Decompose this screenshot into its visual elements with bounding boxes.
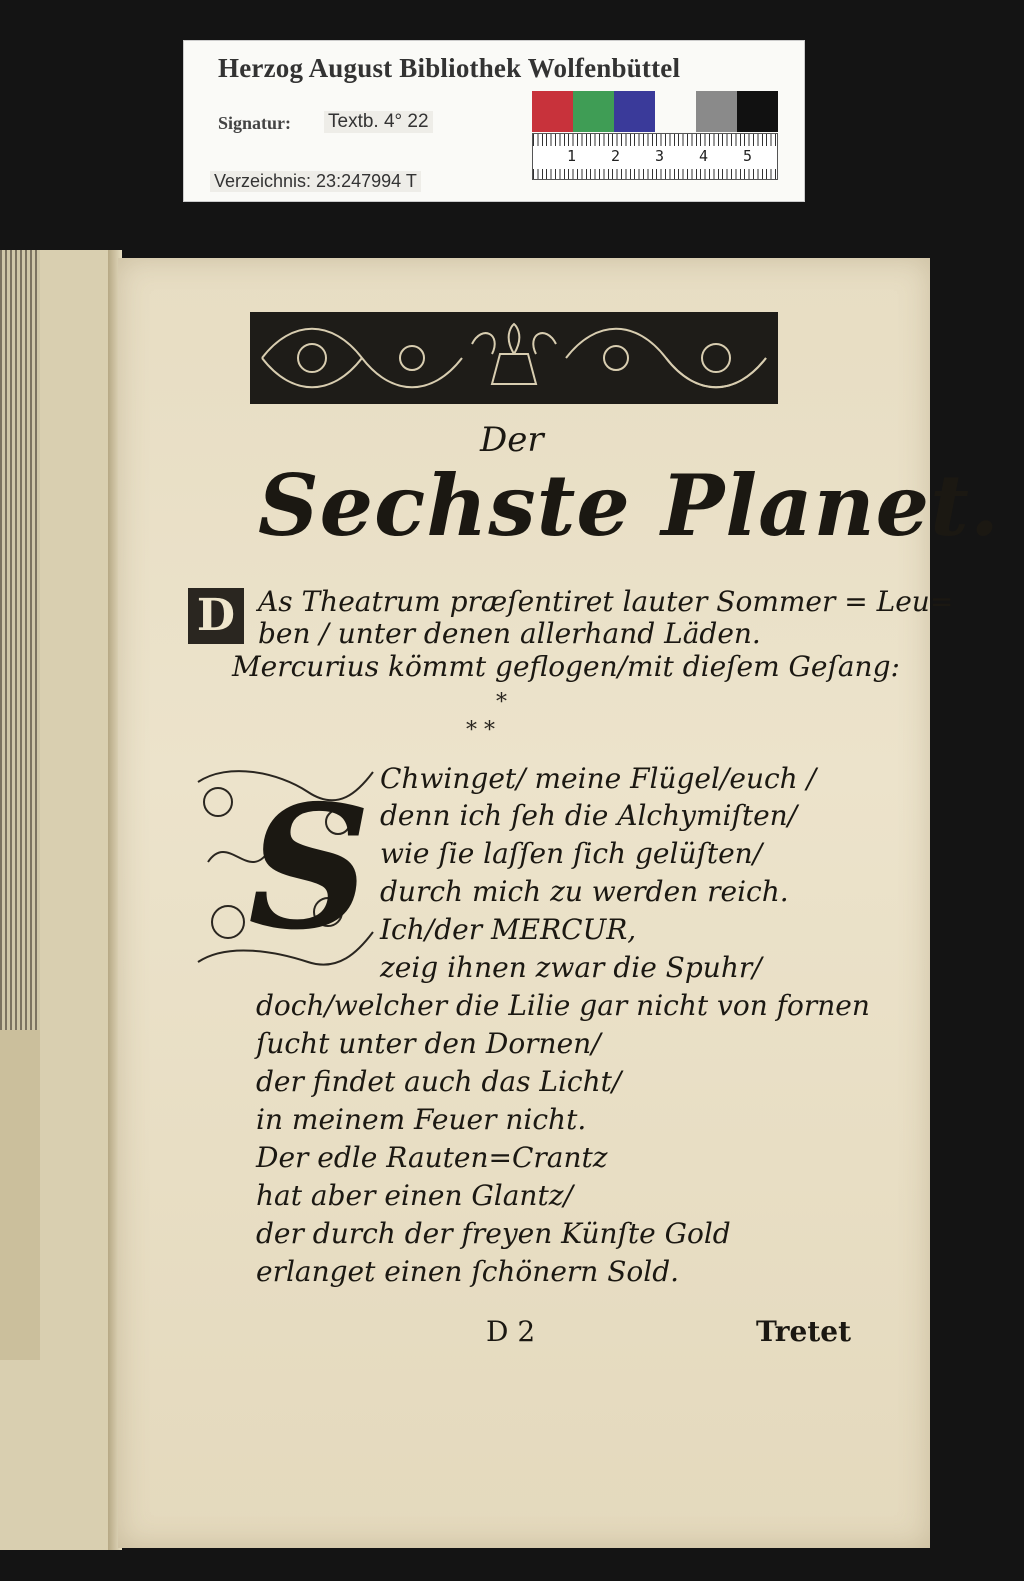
ruler-number: 1: [567, 147, 577, 165]
ruler-number: 5: [743, 147, 753, 165]
song-line-2: denn ich ſeh die Alchymiſten/: [380, 799, 798, 832]
song-initial-decorated: [188, 762, 376, 972]
ruler-number: 2: [611, 147, 621, 165]
song-line-6: zeig ihnen zwar die Spuhr/: [380, 951, 762, 984]
song-line-12: hat aber einen Glantz/: [256, 1179, 573, 1212]
catchword: Tretet: [756, 1315, 852, 1348]
color-swatch: [696, 91, 737, 132]
left-page-engraving: [0, 250, 40, 1030]
intro-line-1: As Theatrum præſentiret lauter Sommer = Leu=: [258, 585, 954, 618]
song-line-5: Ich/der MERCUR,: [380, 913, 637, 946]
song-line-4: durch mich zu werden reich.: [380, 875, 789, 908]
song-line-11: Der edle Rauten=Crantz: [256, 1141, 608, 1174]
ruler-number: 4: [699, 147, 709, 165]
ruler-numbers: [533, 147, 777, 167]
library-label-card: [183, 40, 805, 202]
color-swatch: [655, 91, 696, 132]
scale-ruler: [532, 133, 778, 180]
left-page-lower-panel: [0, 1030, 40, 1360]
page-title: Sechste Planet.: [258, 456, 1001, 555]
intro-initial: D: [188, 588, 244, 644]
song-line-10: in meinem Feuer nicht.: [256, 1103, 587, 1136]
song-line-13: der durch der freyen Künſte Gold: [256, 1217, 731, 1250]
left-facing-page: [0, 250, 120, 1550]
song-line-3: wie ſie laſſen ſich gelüſten/: [380, 837, 763, 870]
song-line-7: doch/welcher die Lilie gar nicht von fornen: [256, 989, 870, 1022]
ruler-ticks-top: [533, 134, 777, 146]
song-line-14: erlanget einen ſchönern Sold.: [256, 1255, 680, 1288]
song-line-1: Chwinget/ meine Flügel/euch /: [380, 762, 817, 795]
intro-line-2: ben / unter denen allerhand Läden.: [258, 617, 761, 650]
signature-mark: D 2: [486, 1315, 536, 1348]
star-ornament-top: *: [496, 690, 507, 715]
color-swatch: [737, 91, 778, 132]
color-swatch: [614, 91, 655, 132]
color-swatch: [532, 91, 573, 132]
song-line-8: ſucht unter den Dornen/: [256, 1027, 601, 1060]
verzeichnis-text: Verzeichnis: 23:247994 T: [210, 171, 421, 192]
ornamental-headpiece: [250, 312, 778, 404]
color-swatch: [573, 91, 614, 132]
color-calibration-chart: [532, 91, 778, 132]
song-initial-letter: S: [248, 768, 371, 968]
song-line-9: der findet auch das Licht/: [256, 1065, 622, 1098]
ruler-ticks-bottom: [533, 169, 777, 179]
signatur-label: Signatur:: [218, 113, 292, 133]
intro-line-3: Mercurius kömmt geflogen/mit dieſem Geſang:: [232, 650, 900, 683]
signatur-value: Textb. 4° 22: [324, 111, 433, 133]
library-name: Herzog August Bibliothek Wolfenbüttel: [218, 53, 681, 83]
star-ornament-bottom: * *: [466, 718, 495, 743]
heading-der: Der: [480, 420, 544, 460]
ruler-number: 3: [655, 147, 665, 165]
